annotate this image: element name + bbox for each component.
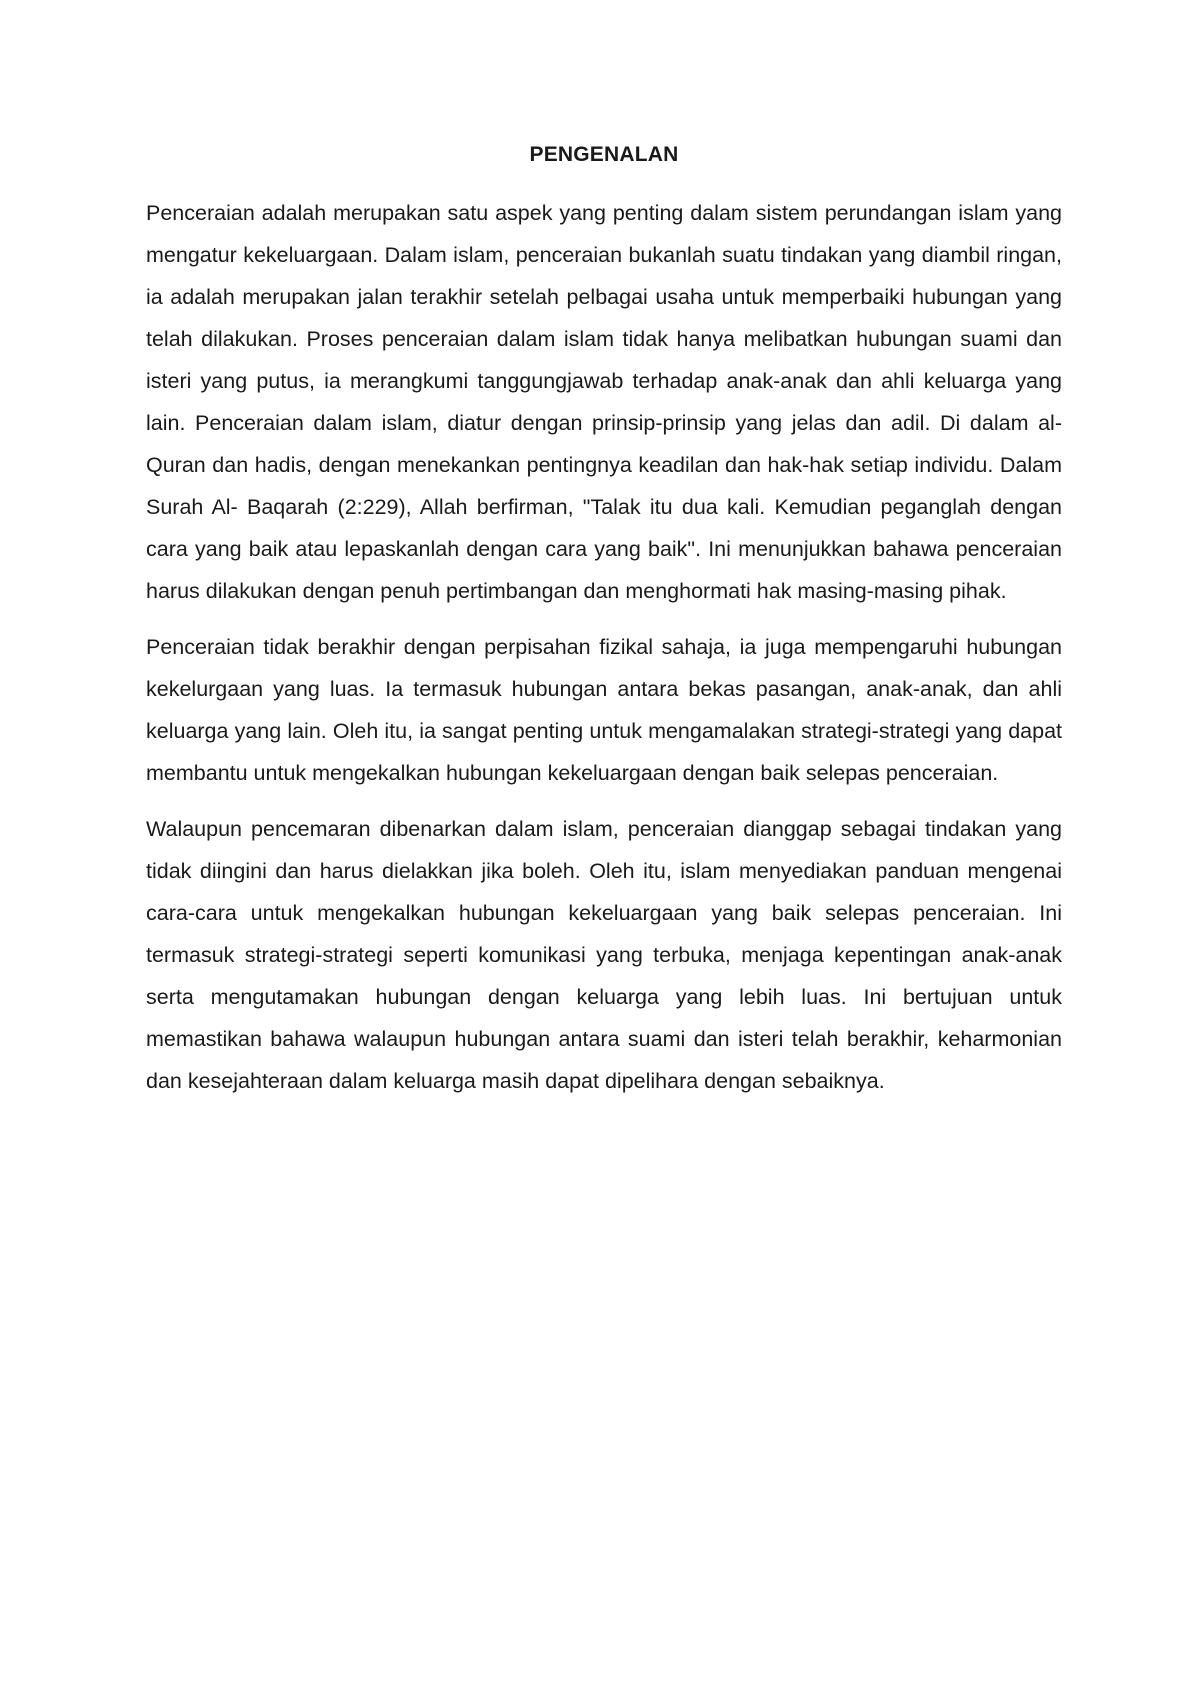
paragraph-3: Walaupun pencemaran dibenarkan dalam islam, penceraian dianggap sebagai tindakan yang tidak diingini dan harus dielakkan jika boleh. Oleh itu, islam menyediakan panduan mengenai cara-cara untuk mengekalkan hubungan kekeluargaan yang baik selepas penceraian. Ini termasuk strategi-strategi seperti komunikasi yang terbuka, menjaga kepentingan anak-anak serta mengutamakan hubungan dengan keluarga yang lebih luas. Ini bertujuan untuk memastikan bahawa walaupun hubungan antara suami dan isteri telah berakhir, keharmonian dan kesejahteraan dalam keluarga masih dapat dipelihara dengan sebaiknya.	[146, 817, 1062, 1093]
page-title: PENGENALAN	[529, 143, 679, 166]
paragraph-1: Penceraian adalah merupakan satu aspek yang penting dalam sistem perundangan islam yang mengatur kekeluargaan. Dalam islam, penceraian bukanlah suatu tindakan yang diambil ringan, ia adalah merupakan jalan terakhir setelah pelbagai usaha untuk memperbaiki hubungan yang telah dilakukan. Proses penceraian dalam islam tidak hanya melibatkan hubungan suami dan isteri yang putus, ia merangkumi tanggungjawab terhadap anak-anak dan ahli keluarga yang lain. Penceraian dalam islam, diatur dengan prinsip-prinsip yang jelas dan adil. Di dalam al-Quran dan hadis, dengan menekankan pentingnya keadilan dan hak-hak setiap individu. Dalam Surah Al- Baqarah (2:229), Allah berfirman, "Talak itu dua kali. Kemudian peganglah dengan cara yang baik atau lepaskanlah dengan cara yang baik". Ini menunjukkan bahawa penceraian harus dilakukan dengan penuh pertimbangan dan menghormati hak masing-masing pihak.	[146, 201, 1062, 603]
paragraph-2: Penceraian tidak berakhir dengan perpisahan fizikal sahaja, ia juga mempengaruhi hubungan kekelurgaan yang luas. Ia termasuk hubungan antara bekas pasangan, anak-anak, dan ahli keluarga yang lain. Oleh itu, ia sangat penting untuk mengamalakan strategi-strategi yang dapat membantu untuk mengekalkan hubungan kekeluargaan dengan baik selepas penceraian.	[146, 635, 1062, 785]
document-body	[146, 140, 1062, 1116]
